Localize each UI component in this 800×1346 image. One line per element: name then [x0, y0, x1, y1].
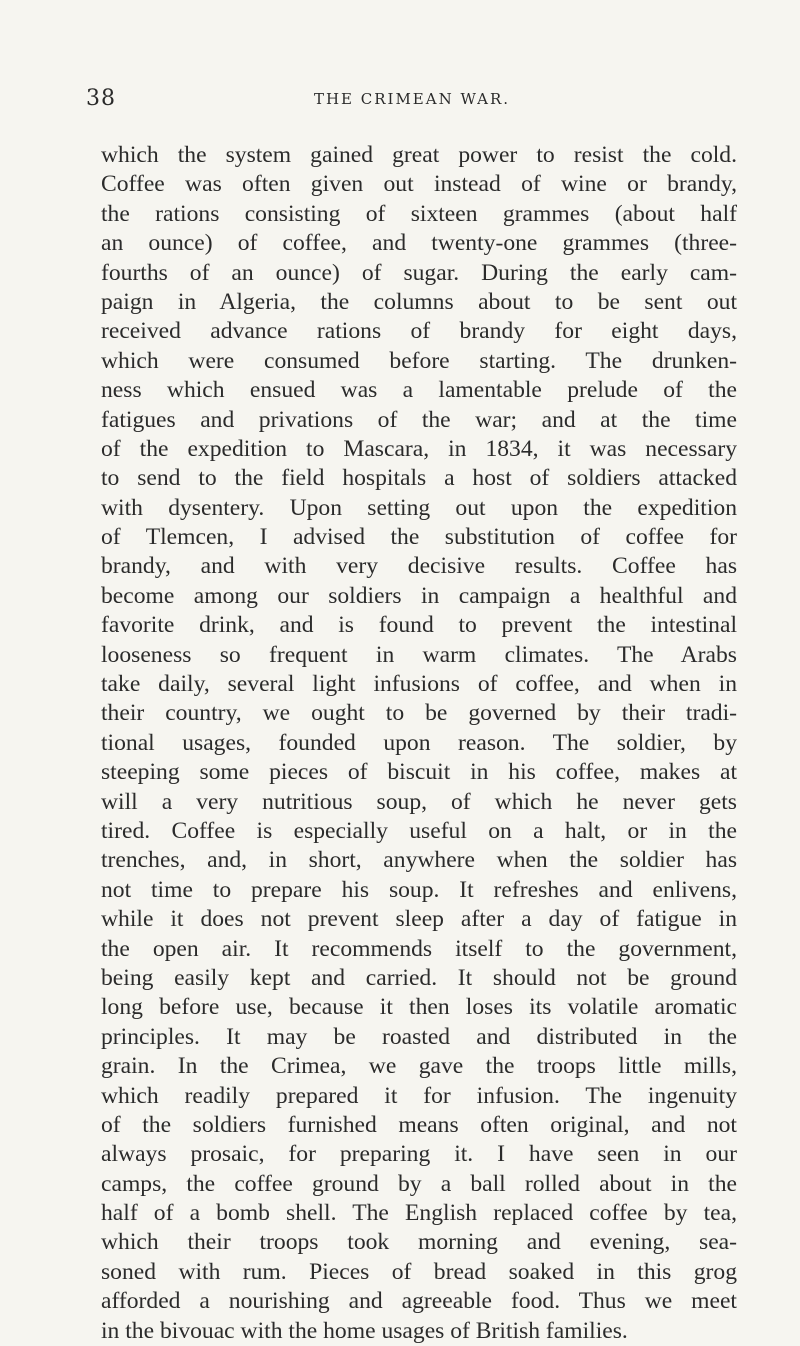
text-line: half of a bomb shell. The English replaced coffee by tea, [101, 1200, 737, 1227]
text-line: fatigues and privations of the war; and at the time [101, 406, 737, 433]
text-line: received advance rations of brandy for eight days, [101, 318, 737, 345]
text-line: grain. In the Crimea, we gave the troops little mills, [101, 1053, 737, 1080]
text-line: fourths of an ounce) of sugar. During the early cam- [101, 259, 737, 286]
text-line: to send to the field hospitals a host of soldiers attacked [101, 465, 737, 492]
text-line: afforded a nourishing and agreeable food. Thus we meet [101, 1288, 737, 1315]
text-line: paign in Algeria, the columns about to be sent out [101, 288, 737, 315]
text-line: of Tlemcen, I advised the substitution of coffee for [101, 524, 737, 551]
text-line: which readily prepared it for infusion. The ingenuity [101, 1082, 737, 1109]
text-line: with dysentery. Upon setting out upon the expedition [101, 494, 737, 521]
text-line: not time to prepare his soup. It refreshes and enlivens, [101, 876, 737, 903]
text-line: which the system gained great power to resist the cold. [101, 142, 737, 168]
text-line: take daily, several light infusions of coffee, and when in [101, 671, 737, 698]
text-line: steeping some pieces of biscuit in his coffee, makes at [101, 759, 737, 786]
text-line: their country, we ought to be governed by their tradi- [101, 700, 737, 727]
running-head [86, 86, 738, 116]
text-line: favorite drink, and is found to prevent the intestinal [101, 612, 737, 639]
text-line: soned with rum. Pieces of bread soaked in this grog [101, 1258, 737, 1285]
text-line: ness which ensued was a lamentable prelude of the [101, 377, 737, 404]
text-line: while it does not prevent sleep after a day of fatigue in [101, 906, 737, 933]
text-line: the rations consisting of sixteen grammes (about half [101, 200, 737, 227]
text-line: which their troops took morning and evening, sea- [101, 1229, 737, 1256]
text-line: become among our soldiers in campaign a healthful and [101, 582, 737, 609]
text-line: camps, the coffee ground by a ball rolled about in the [101, 1170, 737, 1197]
text-line: brandy, and with very decisive results. Coffee has [101, 553, 737, 580]
text-line: looseness so frequent in warm climates. The Arabs [101, 641, 737, 668]
text-line: will a very nutritious soup, of which he never gets [101, 788, 737, 815]
page-number: 38 [86, 86, 116, 111]
text-line: the open air. It recommends itself to the government, [101, 935, 737, 962]
text-line: Coffee was often given out instead of wine or brandy, [101, 171, 737, 198]
text-line: tired. Coffee is especially useful on a halt, or in the [101, 817, 737, 844]
text-line: which were consumed before starting. The drunken- [101, 347, 737, 374]
text-line: an ounce) of coffee, and twenty-one grammes (three- [101, 230, 737, 257]
running-title: THE CRIMEAN WAR. [313, 90, 511, 108]
body-paragraph [101, 141, 737, 1346]
text-line: long before use, because it then loses its volatile aromatic [101, 994, 737, 1021]
text-line: trenches, and, in short, anywhere when the soldier has [101, 847, 737, 874]
text-line: always prosaic, for preparing it. I have seen in our [101, 1141, 737, 1168]
text-line: tional usages, founded upon reason. The soldier, by [101, 729, 737, 756]
text-line: principles. It may be roasted and distributed in the [101, 1023, 737, 1050]
text-line: being easily kept and carried. It should not be ground [101, 964, 737, 991]
text-line: of the soldiers furnished means often original, and not [101, 1111, 737, 1138]
text-line: of the expedition to Mascara, in 1834, it was necessary [101, 435, 737, 462]
text-line: in the bivouac with the home usages of British families. [101, 1317, 628, 1344]
